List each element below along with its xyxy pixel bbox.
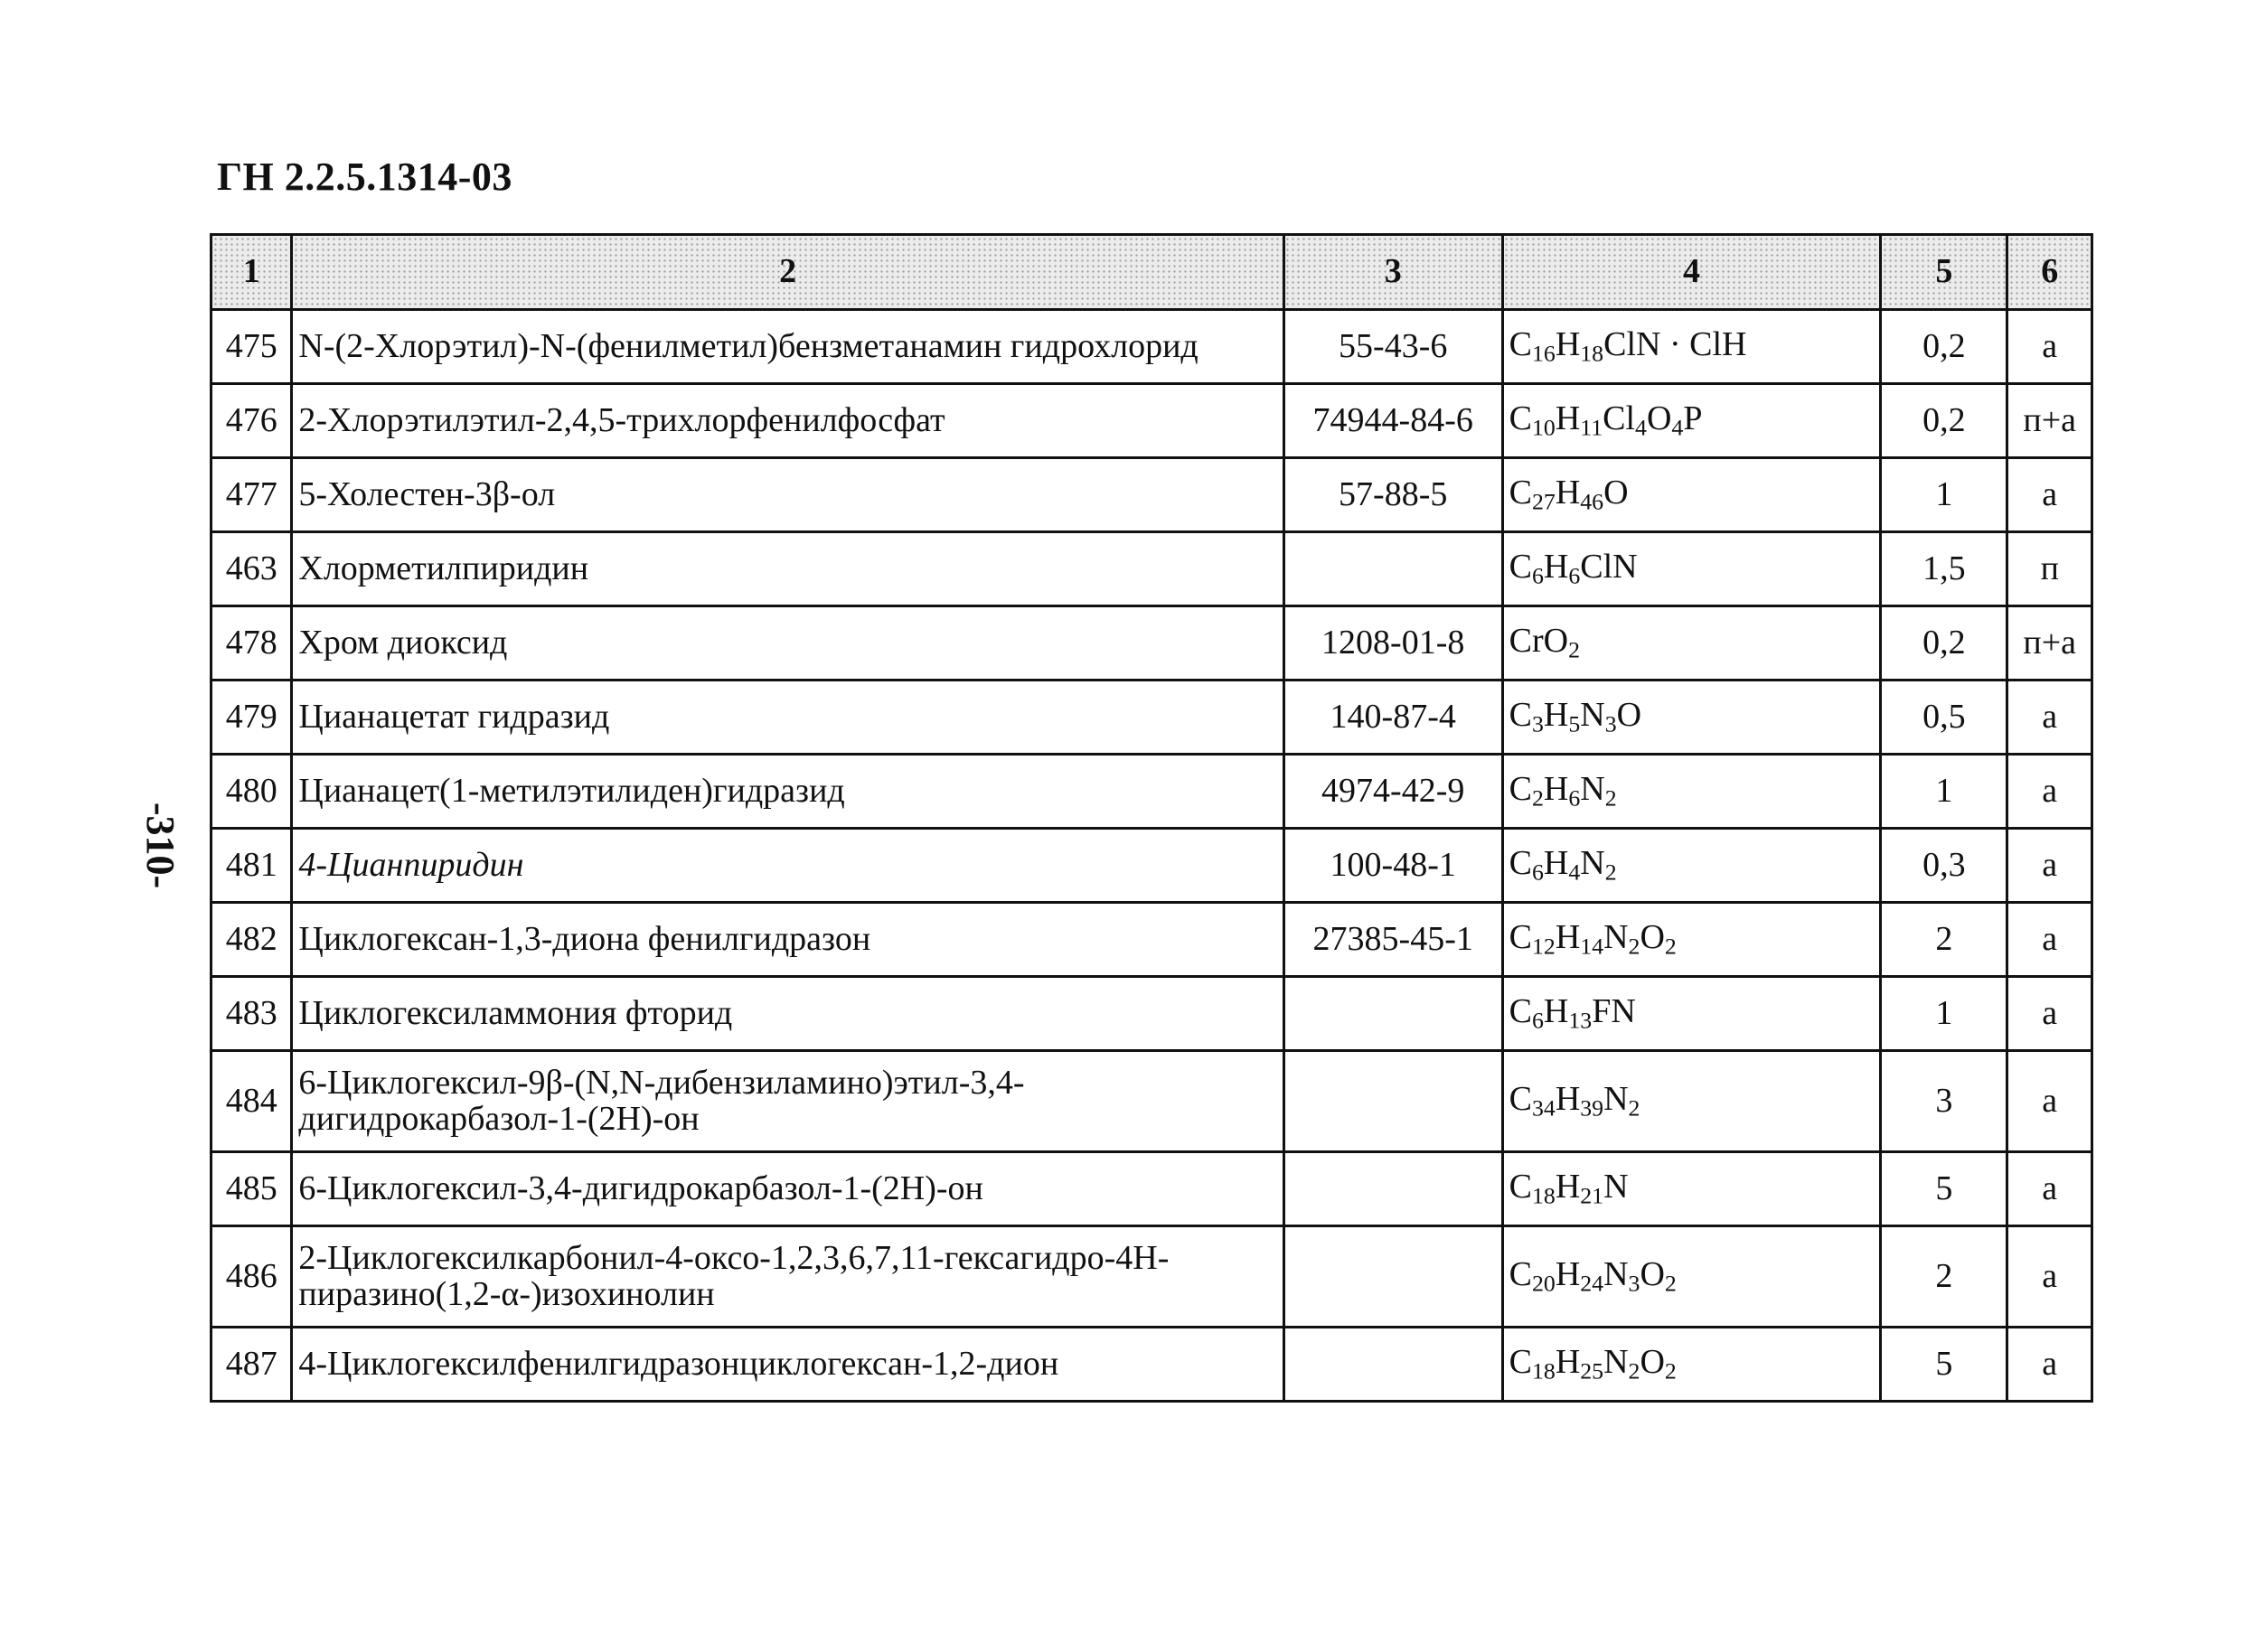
table-row — [212, 681, 2092, 755]
substance-name: Хлорметилпиридин — [292, 532, 1283, 606]
substance-name: Цианацет(1-метилэтилиден)гидразид — [292, 755, 1283, 829]
table-row — [212, 903, 2092, 977]
aggregate-state: п+а — [2007, 606, 2092, 681]
substance-name: N-(2-Хлорэтил)-N-(фенилметил)бензметанамин гидрохлорид — [292, 310, 1283, 384]
substance-name: 2-Хлорэтилэтил-2,4,5-трихлорфенилфосфат — [292, 384, 1283, 458]
cas-number: 1208-01-8 — [1283, 606, 1502, 681]
column-header-6: 6 — [2007, 235, 2092, 310]
row-number: 481 — [212, 829, 292, 903]
substances-table — [210, 233, 2093, 1403]
cas-number: 27385-45-1 — [1283, 903, 1502, 977]
aggregate-state: а — [2007, 903, 2092, 977]
table-row — [212, 1328, 2092, 1402]
row-number: 476 — [212, 384, 292, 458]
limit-value: 5 — [1881, 1328, 2007, 1402]
cas-number — [1283, 977, 1502, 1051]
chemical-formula: $C_{27}H_{46}O$ — [1502, 458, 1881, 532]
chemical-formula: $C_2H_6N_2$ — [1502, 755, 1881, 829]
substance-name: Циклогексан-1,3-диона фенилгидразон — [292, 903, 1283, 977]
row-number: 483 — [212, 977, 292, 1051]
header-row — [212, 235, 2092, 310]
column-header-3: 3 — [1283, 235, 1502, 310]
chemical-formula: $C_{20}H_{24}N_3O_2$ — [1502, 1226, 1881, 1328]
aggregate-state: а — [2007, 1051, 2092, 1152]
cas-number: 140-87-4 — [1283, 681, 1502, 755]
cas-number: 57-88-5 — [1283, 458, 1502, 532]
chemical-formula: $C_{34}H_{39}N_2$ — [1502, 1051, 1881, 1152]
cas-number — [1283, 1051, 1502, 1152]
chemical-formula: $C_{18}H_{21}N$ — [1502, 1152, 1881, 1226]
column-header-1: 1 — [212, 235, 292, 310]
cas-number: 4974-42-9 — [1283, 755, 1502, 829]
row-number: 482 — [212, 903, 292, 977]
limit-value: 0,5 — [1881, 681, 2007, 755]
limit-value: 0,2 — [1881, 606, 2007, 681]
chemical-formula: $C_6H_{13}FN$ — [1502, 977, 1881, 1051]
substance-name: 4-Циклогексилфенилгидразонциклогексан-1,2-дион — [292, 1328, 1283, 1402]
table-row — [212, 606, 2092, 681]
row-number: 475 — [212, 310, 292, 384]
chemical-formula: $C_3H_5N_3O$ — [1502, 681, 1881, 755]
limit-value: 0,2 — [1881, 384, 2007, 458]
chemical-formula: $C_{12}H_{14}N_2O_2$ — [1502, 903, 1881, 977]
table-row — [212, 1226, 2092, 1328]
cas-number: 100-48-1 — [1283, 829, 1502, 903]
aggregate-state: п — [2007, 532, 2092, 606]
column-header-2: 2 — [292, 235, 1283, 310]
row-number: 463 — [212, 532, 292, 606]
page-number: -310- — [138, 802, 183, 889]
row-number: 484 — [212, 1051, 292, 1152]
table-row — [212, 532, 2092, 606]
aggregate-state: а — [2007, 310, 2092, 384]
limit-value: 3 — [1881, 1051, 2007, 1152]
aggregate-state: а — [2007, 977, 2092, 1051]
cas-number — [1283, 1152, 1502, 1226]
row-number: 485 — [212, 1152, 292, 1226]
substance-name: 6-Циклогексил-3,4-дигидрокарбазол-1-(2Н)-он — [292, 1152, 1283, 1226]
table-row — [212, 458, 2092, 532]
aggregate-state: а — [2007, 1328, 2092, 1402]
substance-name: 6-Циклогексил-9β-(N,N-дибензиламино)этил-3,4-дигидрокарбазол-1-(2Н)-он — [292, 1051, 1283, 1152]
table-row — [212, 829, 2092, 903]
cas-number — [1283, 1328, 1502, 1402]
chemical-formula: $C_{18}H_{25}N_2O_2$ — [1502, 1328, 1881, 1402]
chemical-formula: $C_6H_6ClN$ — [1502, 532, 1881, 606]
aggregate-state: п+а — [2007, 384, 2092, 458]
aggregate-state: а — [2007, 681, 2092, 755]
cas-number — [1283, 1226, 1502, 1328]
limit-value: 1 — [1881, 458, 2007, 532]
table-row — [212, 1051, 2092, 1152]
aggregate-state: а — [2007, 458, 2092, 532]
aggregate-state: а — [2007, 1226, 2092, 1328]
row-number: 477 — [212, 458, 292, 532]
limit-value: 2 — [1881, 903, 2007, 977]
row-number: 480 — [212, 755, 292, 829]
limit-value: 1 — [1881, 755, 2007, 829]
substance-name: Циклогексиламмония фторид — [292, 977, 1283, 1051]
table-row — [212, 977, 2092, 1051]
table-row — [212, 1152, 2092, 1226]
column-header-4: 4 — [1502, 235, 1881, 310]
aggregate-state: а — [2007, 829, 2092, 903]
limit-value: 1 — [1881, 977, 2007, 1051]
table-row — [212, 310, 2092, 384]
cas-number — [1283, 532, 1502, 606]
substance-name: Цианацетат гидразид — [292, 681, 1283, 755]
limit-value: 1,5 — [1881, 532, 2007, 606]
row-number: 479 — [212, 681, 292, 755]
aggregate-state: а — [2007, 755, 2092, 829]
table-body — [212, 310, 2092, 1402]
cas-number: 74944-84-6 — [1283, 384, 1502, 458]
table-header — [212, 235, 2092, 310]
limit-value: 0,3 — [1881, 829, 2007, 903]
chemical-formula: $C_{10}H_{11}Cl_4O_4P$ — [1502, 384, 1881, 458]
substance-name: 2-Циклогексилкарбонил-4-оксо-1,2,3,6,7,11-гексагидро-4Н-пиразино(1,2-α-)изохинолин — [292, 1226, 1283, 1328]
row-number: 487 — [212, 1328, 292, 1402]
chemical-formula: $C_6H_4N_2$ — [1502, 829, 1881, 903]
limit-value: 0,2 — [1881, 310, 2007, 384]
substance-name: 4-Цианпиридин — [292, 829, 1283, 903]
column-header-5: 5 — [1881, 235, 2007, 310]
substance-name: 5-Холестен-3β-ол — [292, 458, 1283, 532]
table-row — [212, 755, 2092, 829]
limit-value: 5 — [1881, 1152, 2007, 1226]
table-row — [212, 384, 2092, 458]
row-number: 478 — [212, 606, 292, 681]
document-code: ГН 2.2.5.1314-03 — [217, 155, 512, 199]
chemical-formula: CrO$_2$ — [1502, 606, 1881, 681]
substance-name: Хром диоксид — [292, 606, 1283, 681]
cas-number: 55-43-6 — [1283, 310, 1502, 384]
row-number: 486 — [212, 1226, 292, 1328]
aggregate-state: а — [2007, 1152, 2092, 1226]
limit-value: 2 — [1881, 1226, 2007, 1328]
chemical-formula: $C_{16}H_{18}ClN$ · ClH — [1502, 310, 1881, 384]
